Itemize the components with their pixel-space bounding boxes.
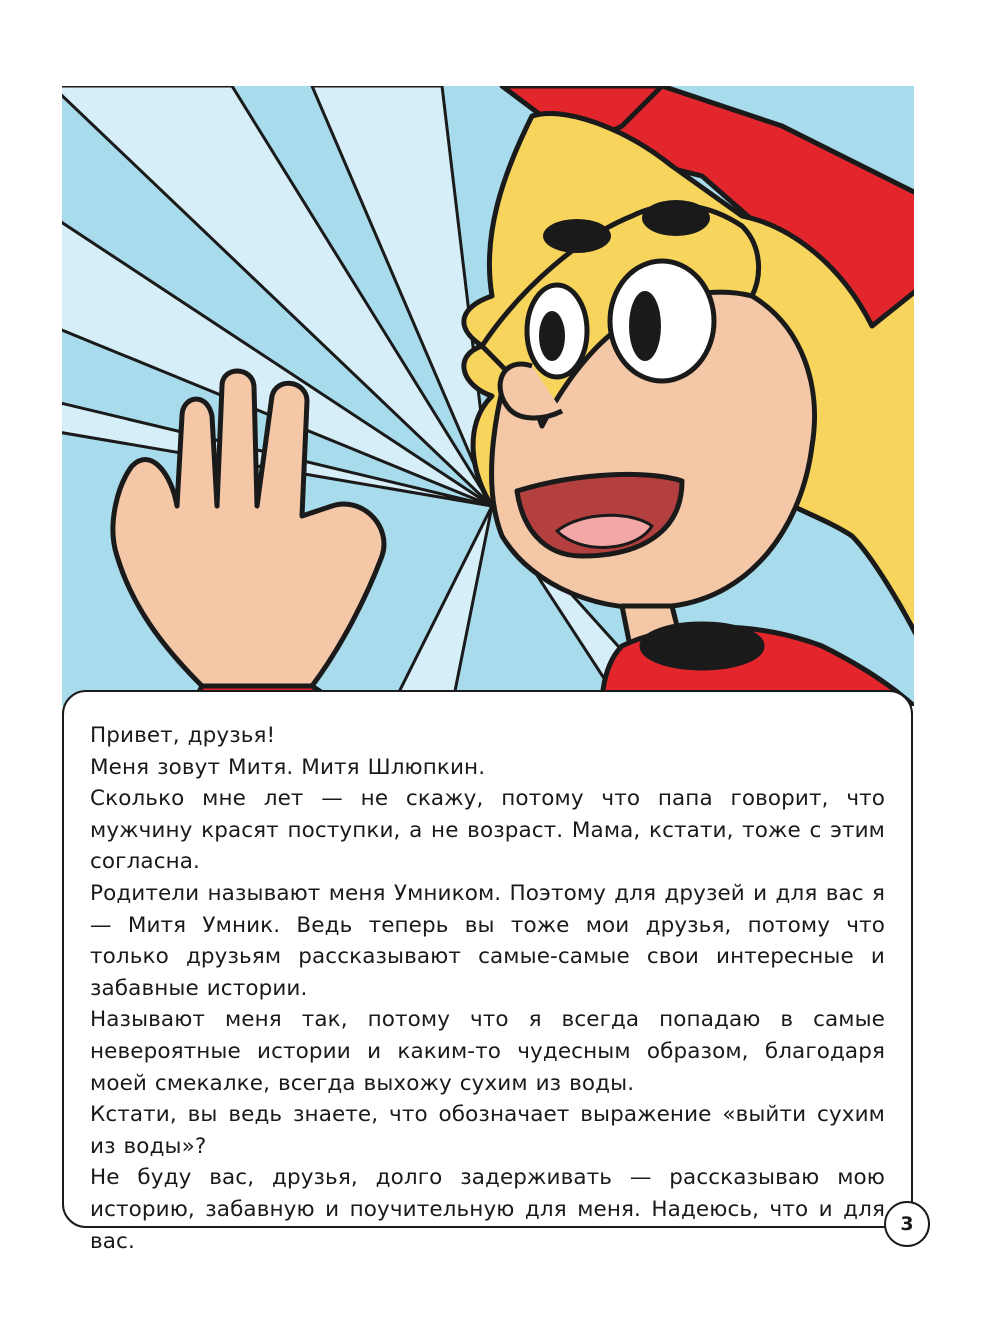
story-paragraph: Не буду вас, друзья, долго задерживать — рассказываю мою историю, забавную и поучительную для меня. Надеюсь, что и для вас. [90,1165,885,1254]
story-paragraph: Сколько мне лет — не скажу, потому что папа говорит, что мужчину красят поступки, а не возраст. Мама, кстати, тоже с этим согласна. [90,786,885,875]
left-eyebrow [543,219,611,253]
story-paragraph: Кстати, вы ведь знаете, что обозначает выражение «выйти сухим из воды»? [90,1102,885,1159]
waving-boy-illustration [62,86,914,706]
story-paragraph: Называют меня так, потому что я всегда попадаю в самые невероятные истории и каким-то чудесным образом, благодаря моей смекалке, всегда выхожу сухим из воды. [90,1007,885,1096]
page-number: 3 [884,1201,930,1247]
story-paragraph: Привет, друзья! [90,723,276,748]
story-text-box [62,690,913,1254]
right-eyebrow [642,200,710,236]
story-text [90,720,885,1257]
story-paragraph: Родители называют меня Умником. Поэтому для друзей и для вас я — Митя Умник. Ведь теперь вы тоже мои друзья, потому что только друзьям рассказывают самые-самые свои интересные и забавные истории. [90,880,885,1001]
story-paragraph: Меня зовут Митя. Митя Шлюпкин. [90,754,486,780]
